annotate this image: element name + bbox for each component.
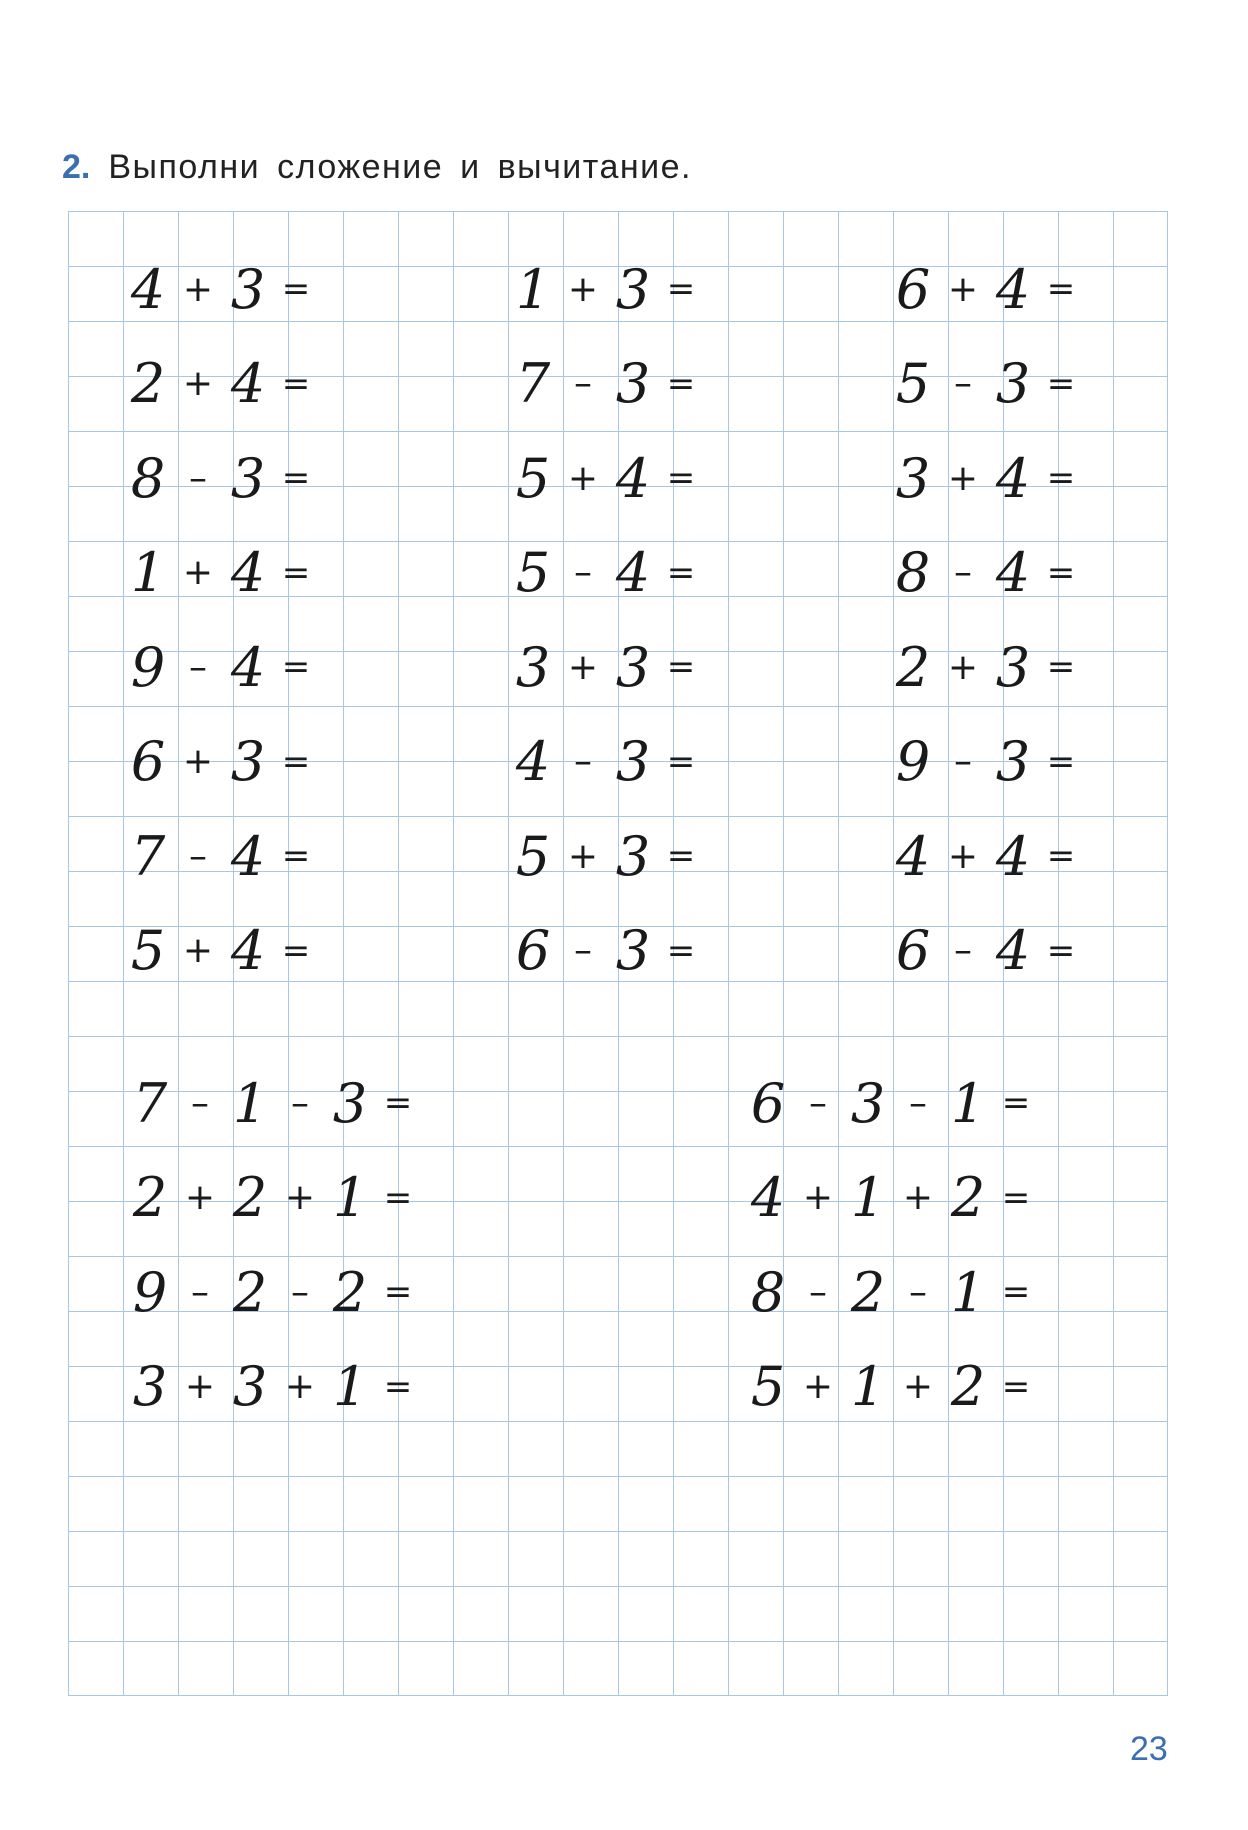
operator-sign: – [574,363,592,404]
equals-sign: = [281,458,311,498]
expression-number: 4 [750,1166,786,1229]
equals-sign: = [1001,1366,1031,1407]
equals-sign: = [281,930,311,971]
equals-sign: = [1046,269,1076,309]
expression-row [885,353,1081,415]
expression-number: 8 [895,541,931,604]
expression-number: 9 [895,730,931,793]
expression-row [505,258,701,320]
expression-row [885,825,1081,887]
operator-sign: + [947,457,979,499]
operator-sign: + [567,457,599,499]
expression-number: 3 [850,1071,886,1135]
expression-number: 7 [132,1071,168,1135]
expression-row [122,1261,418,1323]
equals-sign: = [1001,1083,1031,1123]
equals-sign: = [1046,741,1076,782]
expression-row [885,447,1081,509]
expression-number: 4 [995,541,1031,604]
expression-number: 5 [515,446,551,510]
expression-row [740,1072,1036,1134]
operator-sign: + [947,268,979,310]
expression-row [885,636,1081,698]
equals-sign: = [383,1083,413,1123]
expression-number: 1 [332,1355,368,1418]
operator-sign: + [182,741,214,782]
equals-sign: = [1001,1177,1031,1218]
expression-number: 1 [850,1355,886,1418]
expression-number: 6 [130,730,166,793]
equals-sign: = [281,647,311,687]
expression-row [885,542,1081,604]
expression-row [120,636,316,698]
expression-number: 2 [950,1166,986,1229]
expression-number: 3 [615,824,651,888]
expression-number: 1 [950,1260,986,1324]
expression-number: 4 [130,257,166,321]
operator-sign: + [182,930,214,971]
equals-sign: = [281,363,311,404]
equals-sign: = [1046,836,1076,876]
expression-number: 7 [130,824,166,888]
expression-number: 9 [130,635,166,699]
expression-number: 6 [750,1071,786,1135]
operator-sign: + [182,552,214,593]
operator-sign: – [291,1271,309,1313]
equals-sign: = [281,741,311,782]
expression-number: 2 [232,1260,268,1324]
expression-number: 3 [615,730,651,793]
operator-sign: – [574,552,592,593]
expression-number: 4 [230,824,266,888]
operator-sign: + [567,646,599,688]
operator-sign: – [909,1271,927,1313]
task-number: 2. [62,148,91,186]
expression-number: 3 [995,635,1031,699]
operator-sign: + [902,1366,934,1407]
operator-sign: + [802,1366,834,1407]
expression-number: 3 [515,635,551,699]
expression-number: 3 [132,1355,168,1418]
expression-row [505,825,701,887]
equals-sign: = [281,269,311,309]
operator-sign: – [189,646,207,688]
equals-sign: = [666,458,696,498]
expression-number: 6 [895,919,931,982]
expression-number: 6 [515,919,551,982]
expression-number: 3 [230,257,266,321]
expression-number: 4 [995,257,1031,321]
expression-number: 1 [950,1071,986,1135]
expression-row [120,825,316,887]
expression-number: 9 [132,1260,168,1324]
expression-number: 3 [230,446,266,510]
expression-row [120,258,316,320]
expression-number: 4 [995,446,1031,510]
operator-sign: – [954,363,972,404]
expression-row [505,542,701,604]
equals-sign: = [281,552,311,593]
expression-number: 4 [230,919,266,982]
expression-number: 1 [130,541,166,604]
expression-number: 1 [850,1166,886,1229]
expression-row [505,447,701,509]
equals-sign: = [1046,552,1076,593]
expression-number: 1 [515,257,551,321]
expression-number: 3 [232,1355,268,1418]
equals-sign: = [383,1177,413,1218]
operator-sign: – [291,1082,309,1124]
expression-row [885,258,1081,320]
expression-row [122,1072,418,1134]
expression-number: 4 [995,824,1031,888]
expression-number: 5 [515,824,551,888]
operator-sign: + [184,1366,216,1407]
operator-sign: + [902,1177,934,1218]
expression-number: 8 [750,1260,786,1324]
equals-sign: = [666,741,696,782]
expression-number: 2 [850,1260,886,1324]
operator-sign: + [284,1366,316,1407]
expression-row [120,353,316,415]
operator-sign: – [574,930,592,971]
expression-number: 3 [995,352,1031,415]
expression-row [505,353,701,415]
expression-number: 3 [615,352,651,415]
operator-sign: – [191,1082,209,1124]
equals-sign: = [666,930,696,971]
expression-number: 4 [515,730,551,793]
expression-row [740,1261,1036,1323]
expression-number: 2 [132,1166,168,1229]
expression-number: 3 [895,446,931,510]
page-number: 23 [1130,1730,1168,1768]
operator-sign: + [182,268,214,310]
expression-number: 4 [615,446,651,510]
expression-row [120,731,316,793]
task-title: Выполни сложение и вычитание. [108,148,692,186]
expression-number: 4 [995,919,1031,982]
operator-sign: – [191,1271,209,1313]
expression-number: 4 [230,635,266,699]
expression-row [505,636,701,698]
equals-sign: = [666,552,696,593]
expression-number: 7 [515,352,551,415]
expression-number: 3 [995,730,1031,793]
expression-number: 5 [130,919,166,982]
expression-number: 2 [950,1355,986,1418]
expression-number: 4 [895,824,931,888]
operator-sign: – [954,552,972,593]
equals-sign: = [1046,647,1076,687]
equals-sign: = [383,1272,413,1312]
operator-sign: – [189,457,207,499]
operator-sign: – [189,835,207,877]
operator-sign: + [802,1177,834,1218]
expression-row [505,920,701,982]
expression-number: 6 [895,257,931,321]
equals-sign: = [666,836,696,876]
equals-sign: = [1046,363,1076,404]
expression-row [740,1356,1036,1418]
equals-sign: = [666,647,696,687]
expression-row [120,542,316,604]
expression-number: 1 [232,1071,268,1135]
operator-sign: – [809,1082,827,1124]
equals-sign: = [666,363,696,404]
equals-sign: = [1001,1272,1031,1312]
task-header [62,148,692,198]
expression-number: 4 [230,352,266,415]
expression-number: 4 [615,541,651,604]
expression-number: 2 [332,1260,368,1324]
operator-sign: + [947,646,979,688]
operator-sign: + [182,363,214,404]
expression-number: 3 [332,1071,368,1135]
expression-row [122,1356,418,1418]
operator-sign: + [947,835,979,877]
operator-sign: – [574,741,592,782]
expression-number: 5 [515,541,551,604]
expression-number: 2 [232,1166,268,1229]
expression-number: 3 [615,919,651,982]
expression-row [120,920,316,982]
equals-sign: = [281,836,311,876]
operator-sign: + [184,1177,216,1218]
expression-number: 2 [895,635,931,699]
expression-row [122,1167,418,1229]
expression-row [885,731,1081,793]
operator-sign: – [809,1271,827,1313]
expression-number: 5 [895,352,931,415]
operator-sign: – [909,1082,927,1124]
equals-sign: = [1046,458,1076,498]
operator-sign: – [954,741,972,782]
expression-number: 4 [230,541,266,604]
equals-sign: = [383,1366,413,1407]
expression-number: 5 [750,1355,786,1418]
expression-number: 3 [230,730,266,793]
operator-sign: + [284,1177,316,1218]
operator-sign: + [567,268,599,310]
operator-sign: + [567,835,599,877]
expression-row [505,731,701,793]
expression-number: 3 [615,257,651,321]
expression-row [120,447,316,509]
expression-number: 2 [130,352,166,415]
expression-row [740,1167,1036,1229]
operator-sign: – [954,930,972,971]
expression-number: 1 [332,1166,368,1229]
expression-row [885,920,1081,982]
equals-sign: = [666,269,696,309]
expression-number: 8 [130,446,166,510]
expression-number: 3 [615,635,651,699]
equals-sign: = [1046,930,1076,971]
